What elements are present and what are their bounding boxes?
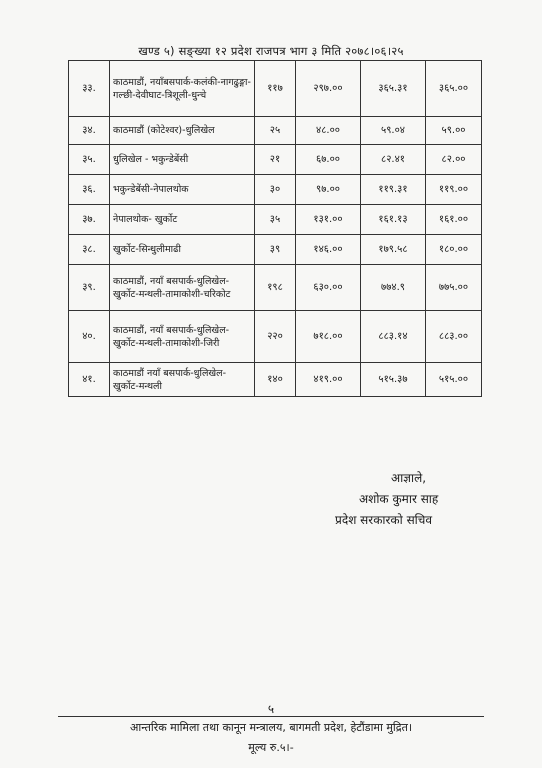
footer-divider <box>58 716 484 717</box>
rate-cell: १४६.०० <box>296 235 361 265</box>
route-cell: काठमाडौं नयाँ बसपार्क-धुलिखेल-खुर्कोट-मन्थली <box>110 363 255 397</box>
route-cell: नेपालथोक- खुर्कोट <box>110 205 255 235</box>
row-number-cell: ३६. <box>69 175 110 205</box>
rate-cell: ६३०.०० <box>296 265 361 311</box>
route-cell: काठमाडौं (कोटेश्वर)-धुलिखेल <box>110 117 255 145</box>
calculated-fare-cell: १७९.५८ <box>361 235 426 265</box>
row-number-cell: ३५. <box>69 145 110 175</box>
rate-cell: ४१९.०० <box>296 363 361 397</box>
calculated-fare-cell: ५१५.३७ <box>361 363 426 397</box>
row-number-cell: ३८. <box>69 235 110 265</box>
distance-cell: ३९ <box>255 235 296 265</box>
signature-order-line: आज्ञाले, <box>391 471 427 485</box>
fixed-fare-cell: ८२.०० <box>426 145 482 175</box>
distance-cell: ३० <box>255 175 296 205</box>
fixed-fare-cell: ३६५.०० <box>426 61 482 117</box>
row-number-cell: ४०. <box>69 311 110 363</box>
route-cell: काठमाडौं, नयाँबसपार्क-कलंकी-नागढुङ्गा-गल्छी-देवीघाट-त्रिशूली-धुन्चे <box>110 61 255 117</box>
table-row <box>69 175 482 205</box>
price-note: मूल्य रु.५।- <box>248 741 294 754</box>
row-number-cell: ३४. <box>69 117 110 145</box>
signature-block <box>335 468 515 531</box>
fare-table-body <box>69 61 482 397</box>
row-number-cell: ३९. <box>69 265 110 311</box>
rate-cell: ९७.०० <box>296 175 361 205</box>
fixed-fare-cell: ११९.०० <box>426 175 482 205</box>
row-number-cell: ३७. <box>69 205 110 235</box>
fixed-fare-cell: ५९.०० <box>426 117 482 145</box>
rate-cell: ४८.०० <box>296 117 361 145</box>
distance-cell: ३५ <box>255 205 296 235</box>
gazette-header: खण्ड ५) सङ्ख्या १२ प्रदेश राजपत्र भाग ३ मिति २०७८।०६।२५ <box>138 44 404 58</box>
table-row <box>69 363 482 397</box>
signatory-name: अशोक कुमार साह <box>359 492 439 506</box>
table-row <box>69 235 482 265</box>
signatory-title: प्रदेश सरकारको सचिव <box>335 513 433 527</box>
route-cell: धुलिखेल - भकुन्डेबेंसी <box>110 145 255 175</box>
fixed-fare-cell: ५१५.०० <box>426 363 482 397</box>
calculated-fare-cell: ७७४.९ <box>361 265 426 311</box>
table-row <box>69 265 482 311</box>
rate-cell: ७१८.०० <box>296 311 361 363</box>
calculated-fare-cell: ३६५.३१ <box>361 61 426 117</box>
printer-note: आन्तरिक मामिला तथा कानून मन्त्रालय, बागमती प्रदेश, हेटौंडामा मुद्रित। <box>129 721 413 734</box>
calculated-fare-cell: ११९.३१ <box>361 175 426 205</box>
distance-cell: २५ <box>255 117 296 145</box>
fare-table <box>68 60 482 397</box>
row-number-cell: ३३. <box>69 61 110 117</box>
calculated-fare-cell: ८२.४१ <box>361 145 426 175</box>
distance-cell: ११७ <box>255 61 296 117</box>
route-cell: काठमाडौं, नयाँ बसपार्क-धुलिखेल-खुर्कोट-मन्थली-तामाकोशी-चरिकोट <box>110 265 255 311</box>
table-row <box>69 205 482 235</box>
distance-cell: २१ <box>255 145 296 175</box>
route-cell: भकुन्डेबेंसी-नेपालथोक <box>110 175 255 205</box>
rate-cell: ६७.०० <box>296 145 361 175</box>
route-cell: काठमाडौं, नयाँ बसपार्क-धुलिखेल-खुर्कोट-मन्थली-तामाकोशी-जिरी <box>110 311 255 363</box>
table-row <box>69 311 482 363</box>
table-row <box>69 117 482 145</box>
route-cell: खुर्कोट-सिन्धुलीमाढी <box>110 235 255 265</box>
table-row <box>69 145 482 175</box>
table-row <box>69 61 482 117</box>
distance-cell: २२० <box>255 311 296 363</box>
rate-cell: १३१.०० <box>296 205 361 235</box>
calculated-fare-cell: १६१.१३ <box>361 205 426 235</box>
row-number-cell: ४१. <box>69 363 110 397</box>
fixed-fare-cell: १६१.०० <box>426 205 482 235</box>
distance-cell: १४० <box>255 363 296 397</box>
fixed-fare-cell: १८०.०० <box>426 235 482 265</box>
calculated-fare-cell: ५९.०४ <box>361 117 426 145</box>
fixed-fare-cell: ८८३.०० <box>426 311 482 363</box>
page-number: ५ <box>267 702 275 716</box>
fixed-fare-cell: ७७५.०० <box>426 265 482 311</box>
calculated-fare-cell: ८८३.१४ <box>361 311 426 363</box>
rate-cell: २९७.०० <box>296 61 361 117</box>
distance-cell: १९८ <box>255 265 296 311</box>
